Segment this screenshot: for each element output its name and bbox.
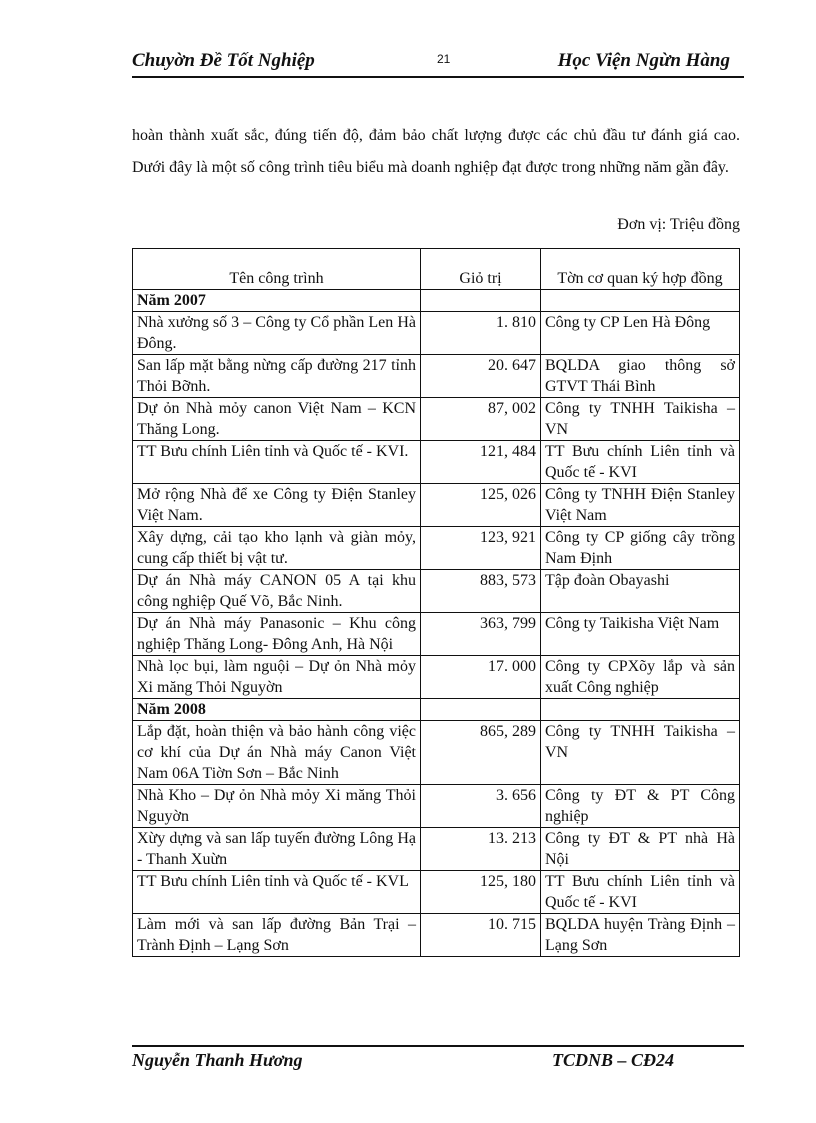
contract-agency-cell: Công ty ĐT & PT Công nghiệp: [541, 785, 740, 828]
project-value-cell: 10. 715: [421, 914, 541, 957]
header-institution: Học Viện Ngừn Hàng: [557, 50, 730, 71]
footer-author: Nguyễn Thanh Hương: [132, 1050, 303, 1070]
project-value-cell: 125, 026: [421, 484, 541, 527]
project-value-cell: 87, 002: [421, 398, 541, 441]
project-value-cell: 883, 573: [421, 570, 541, 613]
table-row: [133, 398, 740, 441]
project-name-cell: Nhà Kho – Dự ỏn Nhà mỏy Xi măng Thỏi Nguyờn: [133, 785, 421, 828]
contract-agency-cell: BQLDA giao thông sở GTVT Thái Bình: [541, 355, 740, 398]
header-doc-title: Chuyờn Đề Tốt Nghiệp: [132, 50, 315, 71]
project-name-cell: Nhà xưởng số 3 – Công ty Cổ phần Len Hà Đông.: [133, 312, 421, 355]
empty-cell: [541, 290, 740, 312]
contract-agency-cell: Công ty CP Len Hà Đông: [541, 312, 740, 355]
header-divider: [132, 76, 744, 78]
header-cell-value: Giỏ trị: [421, 249, 541, 290]
project-name-cell: Làm mới và san lấp đường Bản Trại – Trành Định – Lạng Sơn: [133, 914, 421, 957]
table-row: [133, 656, 740, 699]
year-label: Năm 2008: [133, 699, 421, 721]
project-name-cell: TT Bưu chính Liên tỉnh và Quốc tế - KVL: [133, 871, 421, 914]
year-label: Năm 2007: [133, 290, 421, 312]
contract-agency-cell: BQLDA huyện Tràng Định – Lạng Sơn: [541, 914, 740, 957]
table-row: [133, 914, 740, 957]
footer-divider: [132, 1045, 744, 1047]
body-paragraph: hoàn thành xuất sắc, đúng tiến độ, đảm bảo chất lượng được các chủ đầu tư đánh giá cao. Dưới đây là một số công trình tiêu biểu mà doanh nghiệp đạt được trong những năm gần đây.: [132, 127, 740, 176]
page-number: 21: [437, 52, 451, 66]
project-name-cell: Mở rộng Nhà để xe Công ty Điện Stanley Việt Nam.: [133, 484, 421, 527]
table-row: [133, 484, 740, 527]
project-value-cell: 13. 213: [421, 828, 541, 871]
empty-cell: [541, 699, 740, 721]
table-row: [133, 721, 740, 785]
project-value-cell: 3. 656: [421, 785, 541, 828]
table-header-row: [133, 249, 740, 290]
table-row: [133, 785, 740, 828]
project-name-cell: TT Bưu chính Liên tỉnh và Quốc tế - KVI.: [133, 441, 421, 484]
contract-agency-cell: Công ty CP giống cây trồng Nam Định: [541, 527, 740, 570]
table-row: [133, 441, 740, 484]
project-name-cell: Dự án Nhà máy CANON 05 A tại khu công nghiệp Quế Võ, Bắc Ninh.: [133, 570, 421, 613]
contract-agency-cell: Công ty Taikisha Việt Nam: [541, 613, 740, 656]
project-name-cell: Lắp đặt, hoàn thiện và bảo hành công việc cơ khí của Dự án Nhà máy Canon Việt Nam 06A Tiờn Sơn – Bắc Ninh: [133, 721, 421, 785]
contract-agency-cell: Công ty ĐT & PT nhà Hà Nội: [541, 828, 740, 871]
project-value-cell: 363, 799: [421, 613, 541, 656]
project-value-cell: 865, 289: [421, 721, 541, 785]
table-row: [133, 613, 740, 656]
contract-agency-cell: Công ty TNHH Taikisha – VN: [541, 398, 740, 441]
projects-table: [132, 248, 740, 957]
year-group-row: [133, 290, 740, 312]
project-name-cell: Nhà lọc bụi, làm nguội – Dự ỏn Nhà mỏy Xi măng Thỏi Nguyờn: [133, 656, 421, 699]
header-cell-name: Tên công trình: [133, 249, 421, 290]
contract-agency-cell: TT Bưu chính Liên tỉnh và Quốc tế - KVI: [541, 871, 740, 914]
footer-class-code: TCDNB – CĐ24: [552, 1050, 675, 1070]
project-name-cell: Xây dựng, cải tạo kho lạnh và giàn mỏy, cung cấp thiết bị vật tư.: [133, 527, 421, 570]
project-name-cell: San lấp mặt bằng nừng cấp đường 217 tỉnh Thỏi Bỡnh.: [133, 355, 421, 398]
contract-agency-cell: Công ty TNHH Taikisha – VN: [541, 721, 740, 785]
year-group-row: [133, 699, 740, 721]
table-row: [133, 828, 740, 871]
contract-agency-cell: Công ty TNHH Điện Stanley Việt Nam: [541, 484, 740, 527]
project-value-cell: 1. 810: [421, 312, 541, 355]
contract-agency-cell: TT Bưu chính Liên tỉnh và Quốc tế - KVI: [541, 441, 740, 484]
project-value-cell: 123, 921: [421, 527, 541, 570]
table-row: [133, 312, 740, 355]
table-row: [133, 527, 740, 570]
unit-note: Đơn vị: Triệu đồng: [617, 216, 740, 233]
empty-cell: [421, 699, 541, 721]
empty-cell: [421, 290, 541, 312]
page-header: [132, 50, 744, 76]
project-name-cell: Dự ỏn Nhà mỏy canon Việt Nam – KCN Thăng Long.: [133, 398, 421, 441]
table-row: [133, 355, 740, 398]
contract-agency-cell: Tập đoàn Obayashi: [541, 570, 740, 613]
project-name-cell: Xừy dựng và san lấp tuyến đường Lông Hạ - Thanh Xuừn: [133, 828, 421, 871]
header-cell-agency: Tờn cơ quan ký hợp đồng: [541, 249, 740, 290]
project-value-cell: 17. 000: [421, 656, 541, 699]
project-value-cell: 125, 180: [421, 871, 541, 914]
contract-agency-cell: Công ty CPXõy lắp và sản xuất Công nghiệp: [541, 656, 740, 699]
project-value-cell: 121, 484: [421, 441, 541, 484]
project-value-cell: 20. 647: [421, 355, 541, 398]
table-row: [133, 871, 740, 914]
table-row: [133, 570, 740, 613]
project-name-cell: Dự án Nhà máy Panasonic – Khu công nghiệp Thăng Long- Đông Anh, Hà Nội: [133, 613, 421, 656]
